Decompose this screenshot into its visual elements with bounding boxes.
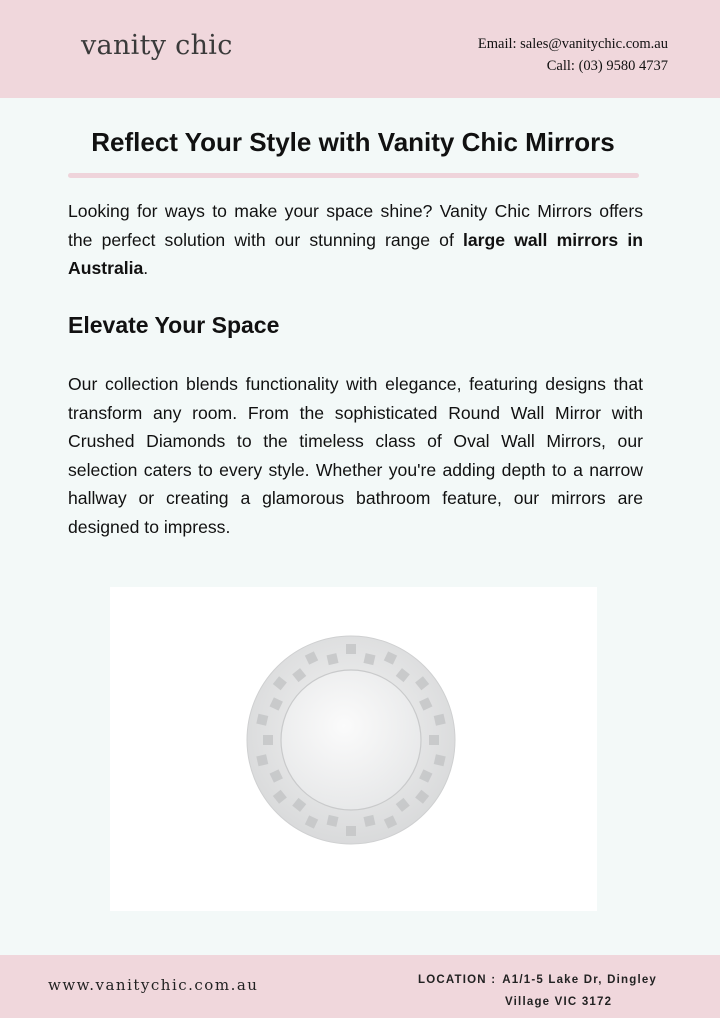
contact-phone[interactable]: Call: (03) 9580 4737	[546, 58, 668, 74]
intro-keyword-link[interactable]: large wall mirrors in Australia	[68, 229, 643, 278]
contact-info	[478, 33, 668, 77]
frame-segment	[346, 644, 356, 654]
round-mirror-illustration	[110, 587, 597, 911]
intro-paragraph	[68, 197, 643, 283]
footer-band	[0, 955, 720, 1018]
intro-text: Looking for ways to make your space shine? Vanity Chic Mirrors offers the perfect solution with our stunning range of	[68, 201, 643, 250]
location-line-1: A1/1-5 Lake Dr, Dingley	[502, 974, 658, 986]
frame-segment	[263, 735, 273, 745]
frame-segment	[429, 735, 439, 745]
body-paragraph: Our collection blends functionality with elegance, featuring designs that transform any room. From the sophisticated Round Wall Mirror with Crushed Diamonds to the timeless class of Oval Wall Mirrors, our selection caters to every style. Whether you're adding depth to a narrow hallway or creating a glamorous bathroom feature, our mirrors are designed to impress.	[68, 374, 643, 537]
mirror-product-image	[110, 587, 597, 911]
location-info	[418, 969, 678, 1013]
location-label: LOCATION :	[418, 974, 497, 986]
contact-email[interactable]: Email: sales@vanitychic.com.au	[477, 36, 668, 52]
intro-period: .	[143, 258, 149, 278]
location-line-2: Village VIC 3172	[505, 996, 613, 1008]
title-divider	[68, 173, 639, 178]
frame-segment	[346, 826, 356, 836]
section-heading: Elevate Your Space	[68, 312, 280, 338]
website-link[interactable]: www.vanitychic.com.au	[48, 976, 259, 994]
header-band	[0, 0, 720, 98]
page-title: Reflect Your Style with Vanity Chic Mirrors	[91, 127, 615, 157]
brand-logo[interactable]: vanity chic	[81, 30, 233, 61]
